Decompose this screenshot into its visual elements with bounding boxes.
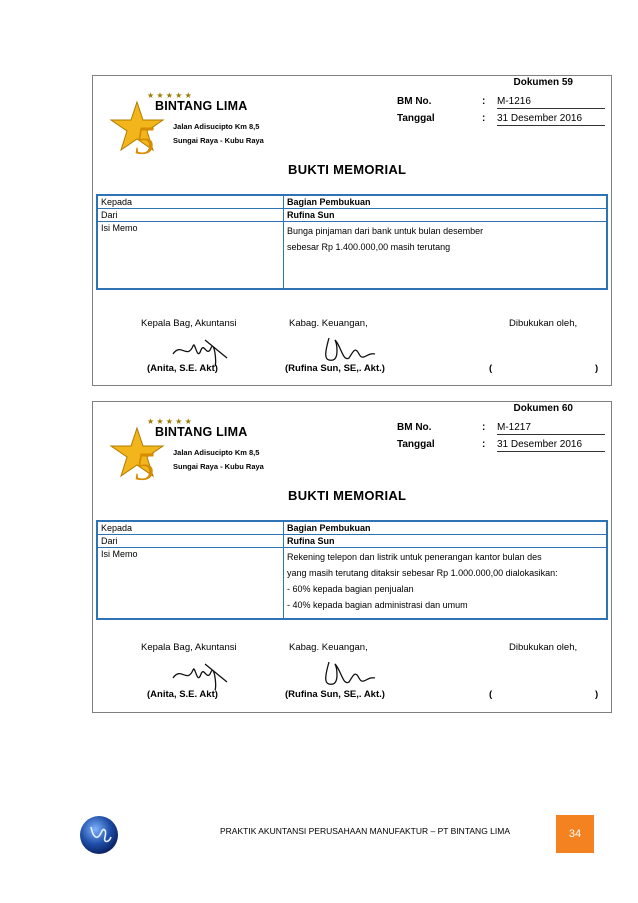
- memo-line: Rekening telepon dan listrik untuk penerangan kantor bulan des: [287, 552, 542, 562]
- svg-text:★ ★ ★ ★ ★: ★ ★ ★ ★ ★: [147, 417, 192, 426]
- signer-2-name: (Rufina Sun, SE,. Akt.): [285, 689, 385, 700]
- memo-line: - 40% kepada bagian administrasi dan umum: [287, 600, 468, 610]
- memo-line: Bunga pinjaman dari bank untuk bulan desember: [287, 226, 484, 236]
- svg-text:★ ★ ★ ★ ★: ★ ★ ★ ★ ★: [147, 91, 192, 100]
- memo-line: - 60% kepada bagian penjualan: [287, 584, 414, 594]
- table-row: [98, 535, 606, 548]
- signer-3-close: ): [595, 363, 599, 374]
- company-address-2: Sungai Raya - Kubu Raya: [173, 462, 264, 471]
- tanggal-value: 31 Desember 2016: [497, 113, 605, 126]
- memo-line: sebesar Rp 1.400.000,00 masih terutang: [287, 242, 451, 252]
- company-address-1: Jalan Adisucipto Km 8,5: [173, 448, 260, 457]
- isi-memo-value: [284, 548, 606, 618]
- memo-table: [96, 194, 608, 290]
- company-name: BINTANG LIMA: [155, 425, 248, 439]
- dibukukan-label: Dibukukan oleh,: [509, 318, 578, 329]
- kepada-value: Bagian Pembukuan: [287, 523, 371, 533]
- svg-text:5: 5: [135, 118, 155, 163]
- dibukukan-label: Dibukukan oleh,: [509, 642, 578, 653]
- tanggal-label: Tanggal: [397, 439, 435, 450]
- kepala-bag-label: Kepala Bag, Akuntansi: [141, 318, 237, 329]
- document-number: Dokumen 59: [513, 77, 573, 88]
- bm-no-value: M-1216: [497, 96, 605, 109]
- dari-value: Rufina Sun: [287, 210, 335, 220]
- dari-value: Rufina Sun: [287, 536, 335, 546]
- table-row: [98, 548, 606, 618]
- isi-memo-label: Isi Memo: [98, 548, 284, 618]
- footer-logo-icon: [79, 815, 119, 855]
- memo-document-59: [92, 75, 612, 386]
- colon: :: [482, 439, 486, 450]
- bm-no-label: BM No.: [397, 96, 432, 107]
- isi-memo-value: [284, 222, 606, 288]
- colon: :: [482, 96, 486, 107]
- memo-line: yang masih terutang ditaksir sebesar Rp 1.000.000,00 dialokasikan:: [287, 568, 558, 578]
- colon: :: [482, 113, 486, 124]
- signature-rufina: [319, 656, 379, 692]
- bm-no-value: M-1217: [497, 422, 605, 435]
- company-address-2: Sungai Raya - Kubu Raya: [173, 136, 264, 145]
- document-number: Dokumen 60: [513, 403, 573, 414]
- table-row: [98, 522, 606, 535]
- kepada-value: Bagian Pembukuan: [287, 197, 371, 207]
- dari-label: Dari: [98, 535, 284, 547]
- kabag-label: Kabag. Keuangan,: [289, 642, 368, 653]
- kepada-label: Kepada: [98, 196, 284, 208]
- signer-1-name: (Anita, S.E. Akt): [147, 689, 218, 700]
- memo-document-60: [92, 401, 612, 713]
- memo-table: [96, 520, 608, 620]
- footer-text: PRAKTIK AKUNTANSI PERUSAHAAN MANUFAKTUR – PT BINTANG LIMA: [220, 826, 511, 836]
- tanggal-label: Tanggal: [397, 113, 435, 124]
- document-title: BUKTI MEMORIAL: [288, 162, 407, 177]
- tanggal-value: 31 Desember 2016: [497, 439, 605, 452]
- svg-text:5: 5: [135, 444, 155, 489]
- table-row: [98, 209, 606, 222]
- isi-memo-label: Isi Memo: [98, 222, 284, 288]
- company-name: BINTANG LIMA: [155, 99, 248, 113]
- signer-3-open: (: [489, 363, 493, 374]
- kepada-label: Kepada: [98, 522, 284, 534]
- document-title: BUKTI MEMORIAL: [288, 488, 407, 503]
- page-number-badge: 34: [556, 815, 594, 853]
- kabag-label: Kabag. Keuangan,: [289, 318, 368, 329]
- bm-no-label: BM No.: [397, 422, 432, 433]
- dari-label: Dari: [98, 209, 284, 221]
- kepala-bag-label: Kepala Bag, Akuntansi: [141, 642, 237, 653]
- signer-3-open: (: [489, 689, 493, 700]
- signer-1-name: (Anita, S.E. Akt): [147, 363, 218, 374]
- colon: :: [482, 422, 486, 433]
- table-row: [98, 196, 606, 209]
- signer-2-name: (Rufina Sun, SE,. Akt.): [285, 363, 385, 374]
- signature-anita: [171, 656, 231, 692]
- company-address-1: Jalan Adisucipto Km 8,5: [173, 122, 260, 131]
- signer-3-close: ): [595, 689, 599, 700]
- table-row: [98, 222, 606, 288]
